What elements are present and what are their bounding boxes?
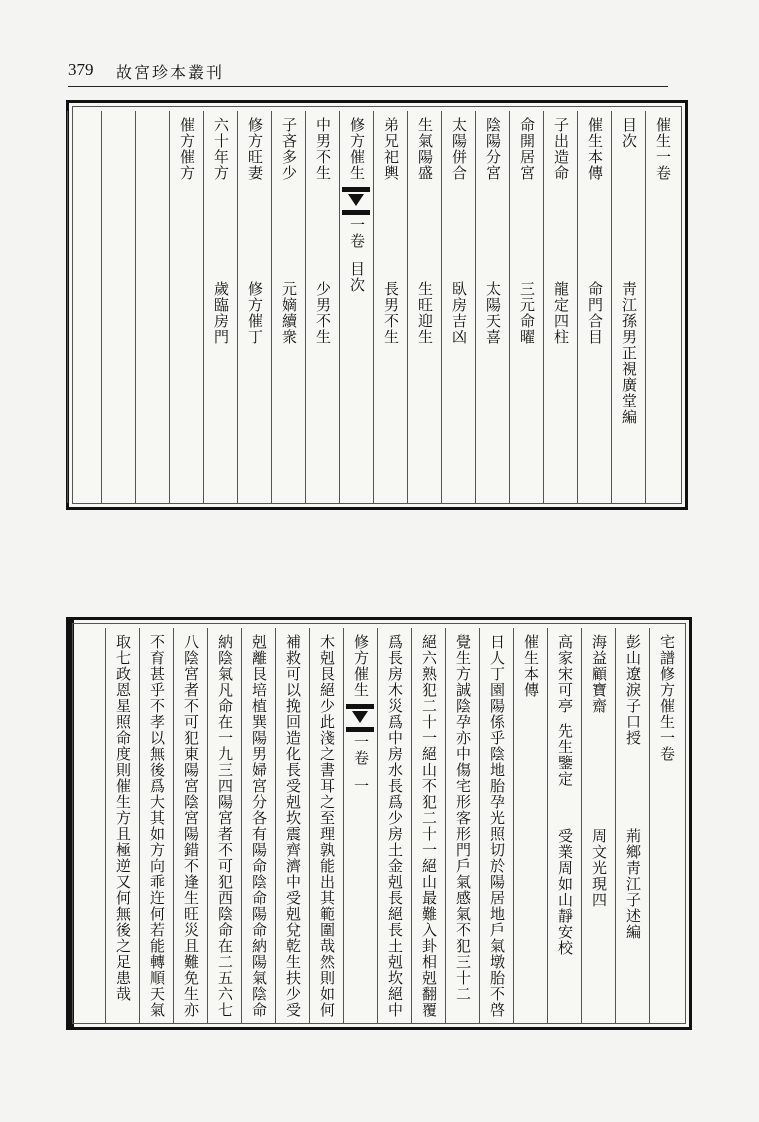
column-sub-text: 少男不生 xyxy=(314,281,332,345)
column-text: 六十年方 xyxy=(212,117,230,181)
column-text: 日人丁園陽係乎陰地胎孕光照切於陽居地戶氣墩胎不啓 xyxy=(488,634,506,1018)
fish-tail-note: 目次 xyxy=(348,261,366,293)
column-sub-text: 生旺迎生 xyxy=(416,281,434,345)
column-text: 絕六熟犯二十一絕山不犯二十一絕山最難入卦相剋翻覆 xyxy=(420,634,438,1018)
bottom-page-column xyxy=(173,628,207,1023)
top-page-column xyxy=(305,111,339,503)
bottom-page-column xyxy=(513,628,547,1023)
column-text: 太陽併合 xyxy=(450,117,468,181)
bottom-page-column xyxy=(547,628,581,1023)
column-sub-text: 元嫡續衆 xyxy=(280,281,298,345)
column-text: 中男不生 xyxy=(314,117,332,181)
column-text: 修方催生 xyxy=(348,117,366,181)
column-text: 木剋艮絕少此淺之書耳之至理孰能出其範圍哉然則如何 xyxy=(318,634,336,1018)
column-text: 陰陽分宮 xyxy=(484,117,502,181)
column-text: 取七政恩星照命度則催生方且極逆又何無後之足患哉 xyxy=(114,634,132,1002)
column-text: 爲長房木災爲中房水長爲少房土金剋長絕長土剋坎絕中 xyxy=(386,634,404,1018)
fish-tail-label: 一卷 xyxy=(352,734,370,766)
column-text: 催方催方 xyxy=(178,117,196,181)
column-sub-text: 歲臨房門 xyxy=(212,281,230,345)
fish-tail-mark xyxy=(346,704,374,732)
bottom-page-column xyxy=(411,628,445,1023)
column-text: 高家宋可亭 xyxy=(556,634,574,714)
page-header xyxy=(68,56,668,84)
column-sub-text: 三元命曜 xyxy=(518,281,536,345)
header-rule xyxy=(68,86,668,87)
column-text: 宅譜修方催生一卷 xyxy=(658,634,676,762)
top-page-column xyxy=(373,111,407,503)
column-sub-text: 臥房吉凶 xyxy=(450,281,468,345)
column-text: 命開居宮 xyxy=(518,117,536,181)
top-page-column xyxy=(407,111,441,503)
bottom-page-column xyxy=(343,628,377,1023)
top-page-column xyxy=(577,111,611,503)
top-page-column xyxy=(135,111,169,503)
bottom-page-column xyxy=(377,628,411,1023)
bottom-page-column xyxy=(445,628,479,1023)
column-text: 目次 xyxy=(620,117,638,149)
column-text: 催生本傳 xyxy=(522,634,540,698)
column-sub-text: 命門合目 xyxy=(586,281,604,345)
column-text: 納陰氣凡命在一九三四陽宮者不可犯西陰命在二五六七 xyxy=(216,634,234,1018)
bottom-page-column xyxy=(309,628,343,1023)
column-text: 弟兄祀輿 xyxy=(382,117,400,181)
bottom-page-column xyxy=(71,628,105,1023)
column-sub-text: 修方催丁 xyxy=(246,281,264,345)
top-page-column xyxy=(271,111,305,503)
top-page-column xyxy=(169,111,203,503)
column-text: 催生一卷 xyxy=(654,117,672,181)
bottom-page-column xyxy=(275,628,309,1023)
bottom-page-column xyxy=(649,628,683,1023)
fish-tail-label: 一卷 xyxy=(348,217,366,249)
column-sub-text: 荊鄉靑江子述編 xyxy=(624,828,642,940)
column-sub-text: 太陽天喜 xyxy=(484,281,502,345)
column-text: 子出造命 xyxy=(552,117,570,181)
top-page-column xyxy=(543,111,577,503)
bottom-page-column xyxy=(479,628,513,1023)
fish-tail-note: 一 xyxy=(352,778,370,794)
column-text: 八陰宮者不可犯東陽宮陰宮陽錯不逢生旺災且難免生亦 xyxy=(182,634,200,1018)
column-text: 修方旺妻 xyxy=(246,117,264,181)
top-page-column xyxy=(509,111,543,503)
bottom-page-column xyxy=(139,628,173,1023)
top-page-column xyxy=(101,111,135,503)
column-text: 生氣陽盛 xyxy=(416,117,434,181)
top-page-column xyxy=(67,111,101,503)
column-text: 覺生方誠陰孕亦中傷宅形客形門戶氣感氣不犯三十二 xyxy=(454,634,472,1002)
binding-edge xyxy=(69,620,74,1027)
top-page-column xyxy=(645,111,679,503)
bottom-page-column xyxy=(105,628,139,1023)
bottom-page-column xyxy=(581,628,615,1023)
top-page-block xyxy=(66,100,688,510)
bottom-page-column xyxy=(207,628,241,1023)
column-text: 剋離艮培植巽陽男婦宮分各有陽命陰命陽命納陽氣陰命 xyxy=(250,634,268,1018)
column-mid-text: 先生鑒定 xyxy=(556,723,574,787)
top-page-column xyxy=(475,111,509,503)
column-text: 修方催生 xyxy=(352,634,370,698)
column-text: 催生本傳 xyxy=(586,117,604,181)
column-text: 補救可以挽回造化長受剋坎震齊濟中受剋兌乾生扶少受 xyxy=(284,634,302,1018)
column-text: 不育甚乎不孝以無後爲大其如方向乖迕何若能轉順天氣 xyxy=(148,634,166,1018)
top-page-column xyxy=(339,111,373,503)
series-title: 故宮珍本叢刊 xyxy=(116,63,225,82)
column-text: 彭山遼淚子口授 xyxy=(624,634,642,746)
top-page-column xyxy=(203,111,237,503)
top-page-column xyxy=(237,111,271,503)
bottom-page-column xyxy=(615,628,649,1023)
top-page-column xyxy=(441,111,475,503)
page-number: 379 xyxy=(68,60,94,79)
column-sub-text: 靑江孫男正視廣堂編 xyxy=(620,281,638,425)
bottom-page-column xyxy=(241,628,275,1023)
bottom-page-block xyxy=(66,617,692,1030)
column-sub-text: 龍定四柱 xyxy=(552,281,570,345)
column-sub-text: 長男不生 xyxy=(382,281,400,345)
column-sub-text: 周文光現四 xyxy=(590,828,608,908)
top-page-column xyxy=(611,111,645,503)
fish-tail-mark xyxy=(342,187,370,215)
column-text: 子吝多少 xyxy=(280,117,298,181)
column-text: 海益顧寶齋 xyxy=(590,634,608,714)
column-sub-text: 受業周如山靜安校 xyxy=(556,828,574,956)
